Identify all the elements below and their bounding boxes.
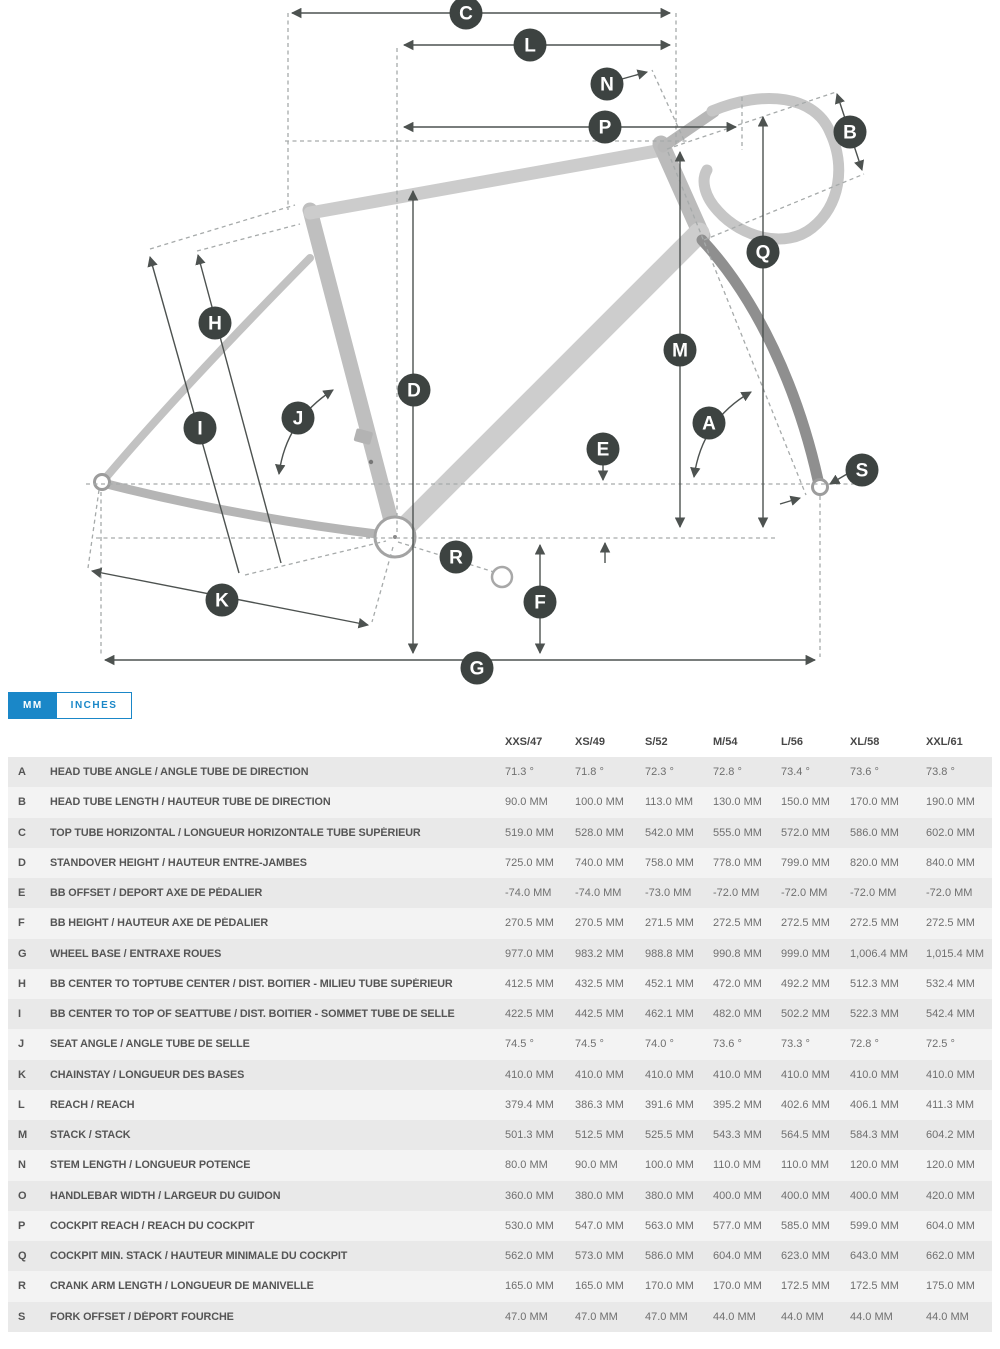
dim-N-arrow — [622, 72, 647, 79]
value-cell: 44.0 MM — [850, 1310, 893, 1323]
row-label: WHEEL BASE / ENTRAXE ROUES — [50, 947, 222, 960]
units-toggle — [8, 692, 132, 719]
value-cell: 420.0 MM — [926, 1189, 975, 1202]
seat-stay — [103, 258, 310, 481]
row-label: COCKPIT REACH / REACH DU COCKPIT — [50, 1219, 255, 1232]
value-cell: 573.0 MM — [575, 1250, 624, 1263]
row-letter: E — [18, 887, 26, 900]
dimension-badge-S — [846, 454, 879, 487]
value-cell: 562.0 MM — [505, 1250, 554, 1263]
table-row — [8, 1060, 992, 1090]
row-label: BB CENTER TO TOP OF SEATTUBE / DIST. BOITIER - SOMMET TUBE DE SELLE — [50, 1008, 455, 1021]
value-cell: 472.0 MM — [713, 977, 762, 990]
value-cell: 272.5 MM — [850, 917, 899, 930]
table-row — [8, 1120, 992, 1150]
row-label: CHAINSTAY / LONGUEUR DES BASES — [50, 1068, 245, 1081]
size-header: XXS/47 — [505, 736, 543, 748]
value-cell: 74.0 ° — [645, 1038, 674, 1051]
value-cell: 410.0 MM — [781, 1068, 830, 1081]
svg-text:Q: Q — [755, 242, 771, 264]
dimension-badge-P — [589, 111, 622, 144]
value-cell: 563.0 MM — [645, 1219, 694, 1232]
row-label: STACK / STACK — [50, 1129, 131, 1142]
svg-text:R: R — [449, 547, 463, 569]
value-cell: 90.0 MM — [575, 1159, 618, 1172]
value-cell: 410.0 MM — [926, 1068, 975, 1081]
value-cell: 1,015.4 MM — [926, 947, 985, 960]
value-cell: 170.0 MM — [850, 796, 899, 809]
table-row — [8, 999, 992, 1029]
value-cell: 501.3 MM — [505, 1129, 554, 1142]
dimension-badge-A — [693, 407, 726, 440]
value-cell: 170.0 MM — [713, 1280, 762, 1293]
value-cell: 72.8 ° — [713, 766, 742, 779]
value-cell: 555.0 MM — [713, 826, 762, 839]
value-cell: 492.2 MM — [781, 977, 830, 990]
table-row — [8, 878, 992, 908]
value-cell: 462.1 MM — [645, 1008, 694, 1021]
size-header: S/52 — [645, 736, 668, 748]
value-cell: 272.5 MM — [713, 917, 762, 930]
table-row — [8, 908, 992, 938]
value-cell: 586.0 MM — [850, 826, 899, 839]
dim-S-arrow — [830, 474, 847, 484]
dimension-badge-Q — [747, 236, 780, 269]
value-cell: 542.4 MM — [926, 1008, 975, 1021]
value-cell: 100.0 MM — [575, 796, 624, 809]
value-cell: 410.0 MM — [645, 1068, 694, 1081]
value-cell: 502.2 MM — [781, 1008, 830, 1021]
value-cell: 73.6 ° — [713, 1038, 742, 1051]
row-letter: G — [18, 947, 27, 960]
dimension-badge-J — [282, 402, 315, 435]
value-cell: 400.0 MM — [781, 1189, 830, 1202]
dimension-badge-F — [524, 586, 557, 619]
row-label: COCKPIT MIN. STACK / HAUTEUR MINIMALE DU COCKPIT — [50, 1250, 348, 1263]
svg-text:G: G — [469, 658, 485, 680]
value-cell: 725.0 MM — [505, 856, 554, 869]
value-cell: 360.0 MM — [505, 1189, 554, 1202]
value-cell: 47.0 MM — [505, 1310, 548, 1323]
rear-dropout — [95, 475, 110, 490]
table-row — [8, 818, 992, 848]
value-cell: 386.3 MM — [575, 1098, 624, 1111]
value-cell: 422.5 MM — [505, 1008, 554, 1021]
row-label: TOP TUBE HORIZONTAL / LONGUEUR HORIZONTALE TUBE SUPÉRIEUR — [50, 826, 421, 839]
row-letter: I — [18, 1008, 22, 1021]
value-cell: 73.4 ° — [781, 766, 810, 779]
value-cell: 120.0 MM — [926, 1159, 975, 1172]
pedal-axle-circle — [492, 567, 512, 587]
dimension-badge-G — [461, 652, 494, 685]
value-cell: 71.8 ° — [575, 766, 604, 779]
top-tube — [310, 150, 662, 213]
dimension-badge-B — [834, 116, 867, 149]
value-cell: 400.0 MM — [713, 1189, 762, 1202]
value-cell: -72.0 MM — [850, 887, 897, 900]
value-cell: 542.0 MM — [645, 826, 694, 839]
table-row — [8, 1271, 992, 1301]
value-cell: 270.5 MM — [505, 917, 554, 930]
value-cell: 395.2 MM — [713, 1098, 762, 1111]
value-cell: 73.3 ° — [781, 1038, 810, 1051]
value-cell: 406.1 MM — [850, 1098, 899, 1111]
table-row — [8, 1029, 992, 1059]
tab-mm[interactable]: MM — [9, 693, 57, 718]
value-cell: 412.5 MM — [505, 977, 554, 990]
row-letter: C — [18, 826, 26, 839]
value-cell: 71.3 ° — [505, 766, 534, 779]
size-header: L/56 — [781, 736, 804, 748]
svg-text:E: E — [596, 439, 610, 461]
row-label: HEAD TUBE ANGLE / ANGLE TUBE DE DIRECTION — [50, 766, 309, 779]
row-letter: R — [18, 1280, 26, 1293]
row-letter: N — [18, 1159, 26, 1172]
value-cell: -73.0 MM — [645, 887, 692, 900]
svg-text:I: I — [197, 418, 203, 440]
value-cell: 380.0 MM — [645, 1189, 694, 1202]
dimension-badge-E — [587, 433, 620, 466]
table-row — [8, 939, 992, 969]
value-cell: 410.0 MM — [505, 1068, 554, 1081]
handlebar — [704, 98, 839, 239]
value-cell: 519.0 MM — [505, 826, 554, 839]
value-cell: 80.0 MM — [505, 1159, 548, 1172]
construction-dashed-lines — [86, 13, 868, 657]
value-cell: 820.0 MM — [850, 856, 899, 869]
value-cell: 572.0 MM — [781, 826, 830, 839]
svg-text:S: S — [855, 460, 869, 482]
row-letter: D — [18, 856, 26, 869]
value-cell: 512.5 MM — [575, 1129, 624, 1142]
value-cell: 410.0 MM — [850, 1068, 899, 1081]
value-cell: 379.4 MM — [505, 1098, 554, 1111]
value-cell: 977.0 MM — [505, 947, 554, 960]
value-cell: 604.2 MM — [926, 1129, 975, 1142]
dimension-badge-L — [514, 29, 547, 62]
row-letter: A — [18, 766, 26, 779]
value-cell: -72.0 MM — [781, 887, 828, 900]
dimension-badge-C — [450, 0, 483, 30]
value-cell: 120.0 MM — [850, 1159, 899, 1172]
value-cell: 602.0 MM — [926, 826, 975, 839]
row-label: SEAT ANGLE / ANGLE TUBE DE SELLE — [50, 1038, 250, 1051]
dimension-badge-D — [398, 374, 431, 407]
value-cell: 442.5 MM — [575, 1008, 624, 1021]
value-cell: 175.0 MM — [926, 1280, 975, 1293]
value-cell: 410.0 MM — [575, 1068, 624, 1081]
value-cell: 72.3 ° — [645, 766, 674, 779]
size-header: XL/58 — [850, 736, 880, 748]
value-cell: 113.0 MM — [645, 796, 694, 809]
table-row — [8, 969, 992, 999]
value-cell: 643.0 MM — [850, 1250, 899, 1263]
value-cell: 402.6 MM — [781, 1098, 830, 1111]
cable-port-dot — [369, 460, 373, 464]
geometry-table — [8, 727, 992, 1332]
table-row — [8, 1302, 992, 1332]
value-cell: 190.0 MM — [926, 796, 975, 809]
svg-text:P: P — [598, 117, 612, 139]
value-cell: 532.4 MM — [926, 977, 975, 990]
value-cell: 47.0 MM — [645, 1310, 688, 1323]
row-letter: P — [18, 1219, 26, 1232]
row-letter: M — [18, 1129, 28, 1142]
value-cell: 983.2 MM — [575, 947, 624, 960]
value-cell: 512.3 MM — [850, 977, 899, 990]
row-letter: J — [18, 1038, 25, 1051]
tab-inches[interactable]: INCHES — [57, 693, 132, 718]
row-label: BB HEIGHT / HAUTEUR AXE DE PÉDALIER — [50, 917, 269, 930]
value-cell: 47.0 MM — [575, 1310, 618, 1323]
value-cell: 170.0 MM — [645, 1280, 694, 1293]
dimension-badge-H — [199, 307, 232, 340]
value-cell: 599.0 MM — [850, 1219, 899, 1232]
value-cell: 988.8 MM — [645, 947, 694, 960]
value-cell: 380.0 MM — [575, 1189, 624, 1202]
row-label: BB CENTER TO TOPTUBE CENTER / DIST. BOITIER - MILIEU TUBE SUPÉRIEUR — [50, 977, 453, 990]
row-letter: K — [18, 1068, 26, 1081]
table-row — [8, 1211, 992, 1241]
row-label: FORK OFFSET / DÉPORT FOURCHE — [50, 1310, 234, 1323]
down-tube — [397, 233, 699, 535]
value-cell: 604.0 MM — [713, 1250, 762, 1263]
dimension-badge-R — [440, 541, 473, 574]
dim-S-axis-arrow — [780, 498, 800, 504]
svg-text:A: A — [702, 413, 716, 435]
dimension-badge-K — [206, 584, 239, 617]
value-cell: 74.5 ° — [505, 1038, 534, 1051]
value-cell: -72.0 MM — [926, 887, 973, 900]
value-cell: 391.6 MM — [645, 1098, 694, 1111]
svg-text:M: M — [672, 340, 688, 362]
table-row — [8, 757, 992, 787]
row-letter: S — [18, 1310, 26, 1323]
value-cell: 999.0 MM — [781, 947, 830, 960]
row-letter: O — [18, 1189, 27, 1202]
value-cell: 44.0 MM — [926, 1310, 969, 1323]
bike-frame-render — [95, 98, 839, 587]
value-cell: 165.0 MM — [505, 1280, 554, 1293]
value-cell: 586.0 MM — [645, 1250, 694, 1263]
value-cell: 72.8 ° — [850, 1038, 879, 1051]
value-cell: 799.0 MM — [781, 856, 830, 869]
row-label: BB OFFSET / DEPORT AXE DE PÉDALIER — [50, 887, 263, 900]
value-cell: 74.5 ° — [575, 1038, 604, 1051]
svg-text:H: H — [208, 313, 222, 335]
row-label: REACH / REACH — [50, 1098, 135, 1111]
value-cell: 547.0 MM — [575, 1219, 624, 1232]
row-letter: Q — [18, 1250, 27, 1263]
value-cell: -72.0 MM — [713, 887, 760, 900]
value-cell: 410.0 MM — [713, 1068, 762, 1081]
table-body — [8, 757, 992, 1332]
table-row — [8, 1241, 992, 1271]
dimension-badge-I — [184, 412, 217, 445]
value-cell: 452.1 MM — [645, 977, 694, 990]
value-cell: 270.5 MM — [575, 917, 624, 930]
value-cell: 90.0 MM — [505, 796, 548, 809]
value-cell: 150.0 MM — [781, 796, 830, 809]
svg-text:L: L — [524, 35, 536, 57]
value-cell: 1,006.4 MM — [850, 947, 909, 960]
value-cell: -74.0 MM — [575, 887, 622, 900]
value-cell: 165.0 MM — [575, 1280, 624, 1293]
fork-blade — [702, 240, 818, 480]
value-cell: 72.5 ° — [926, 1038, 955, 1051]
value-cell: 623.0 MM — [781, 1250, 830, 1263]
row-letter: L — [18, 1098, 25, 1111]
value-cell: 525.5 MM — [645, 1129, 694, 1142]
chain-stay — [103, 483, 393, 536]
svg-text:J: J — [292, 408, 304, 430]
row-label: HANDLEBAR WIDTH / LARGEUR DU GUIDON — [50, 1189, 281, 1202]
value-cell: 130.0 MM — [713, 796, 762, 809]
value-cell: 584.3 MM — [850, 1129, 899, 1142]
row-label: STEM LENGTH / LONGUEUR POTENCE — [50, 1159, 251, 1172]
row-label: CRANK ARM LENGTH / LONGUEUR DE MANIVELLE — [50, 1280, 314, 1293]
value-cell: 272.5 MM — [781, 917, 830, 930]
row-letter: F — [18, 917, 25, 930]
svg-text:D: D — [407, 380, 421, 402]
value-cell: 482.0 MM — [713, 1008, 762, 1021]
value-cell: 564.5 MM — [781, 1129, 830, 1142]
table-row — [8, 1150, 992, 1180]
svg-text:N: N — [600, 74, 614, 96]
value-cell: 272.5 MM — [926, 917, 975, 930]
size-header: XS/49 — [575, 736, 605, 748]
value-cell: 758.0 MM — [645, 856, 694, 869]
value-cell: 44.0 MM — [781, 1310, 824, 1323]
row-letter: H — [18, 977, 26, 990]
value-cell: 840.0 MM — [926, 856, 975, 869]
row-label: STANDOVER HEIGHT / HAUTEUR ENTRE-JAMBES — [50, 856, 307, 869]
value-cell: 172.5 MM — [781, 1280, 830, 1293]
svg-text:K: K — [215, 590, 229, 612]
table-row — [8, 787, 992, 817]
value-cell: -74.0 MM — [505, 887, 552, 900]
value-cell: 543.3 MM — [713, 1129, 762, 1142]
svg-text:F: F — [534, 592, 546, 614]
value-cell: 990.8 MM — [713, 947, 762, 960]
value-cell: 662.0 MM — [926, 1250, 975, 1263]
svg-text:C: C — [459, 3, 473, 25]
svg-text:B: B — [843, 122, 857, 144]
value-cell: 411.3 MM — [926, 1098, 975, 1111]
dimension-badge-N — [591, 68, 624, 101]
value-cell: 44.0 MM — [713, 1310, 756, 1323]
value-cell: 172.5 MM — [850, 1280, 899, 1293]
size-header: XXL/61 — [926, 736, 963, 748]
row-letter: B — [18, 796, 26, 809]
value-cell: 530.0 MM — [505, 1219, 554, 1232]
table-row — [8, 848, 992, 878]
dimension-badge-M — [664, 334, 697, 367]
value-cell: 577.0 MM — [713, 1219, 762, 1232]
value-cell: 400.0 MM — [850, 1189, 899, 1202]
table-row — [8, 1181, 992, 1211]
front-dropout — [813, 480, 828, 495]
value-cell: 73.6 ° — [850, 766, 879, 779]
value-cell: 73.8 ° — [926, 766, 955, 779]
seat-tube — [310, 210, 395, 536]
value-cell: 778.0 MM — [713, 856, 762, 869]
value-cell: 604.0 MM — [926, 1219, 975, 1232]
value-cell: 528.0 MM — [575, 826, 624, 839]
row-label: HEAD TUBE LENGTH / HAUTEUR TUBE DE DIRECTION — [50, 796, 331, 809]
value-cell: 522.3 MM — [850, 1008, 899, 1021]
value-cell: 271.5 MM — [645, 917, 694, 930]
value-cell: 110.0 MM — [713, 1159, 762, 1172]
size-header: M/54 — [713, 736, 738, 748]
value-cell: 432.5 MM — [575, 977, 624, 990]
table-header-row — [8, 727, 992, 757]
value-cell: 585.0 MM — [781, 1219, 830, 1232]
value-cell: 100.0 MM — [645, 1159, 694, 1172]
value-cell: 740.0 MM — [575, 856, 624, 869]
value-cell: 110.0 MM — [781, 1159, 830, 1172]
table-row — [8, 1090, 992, 1120]
